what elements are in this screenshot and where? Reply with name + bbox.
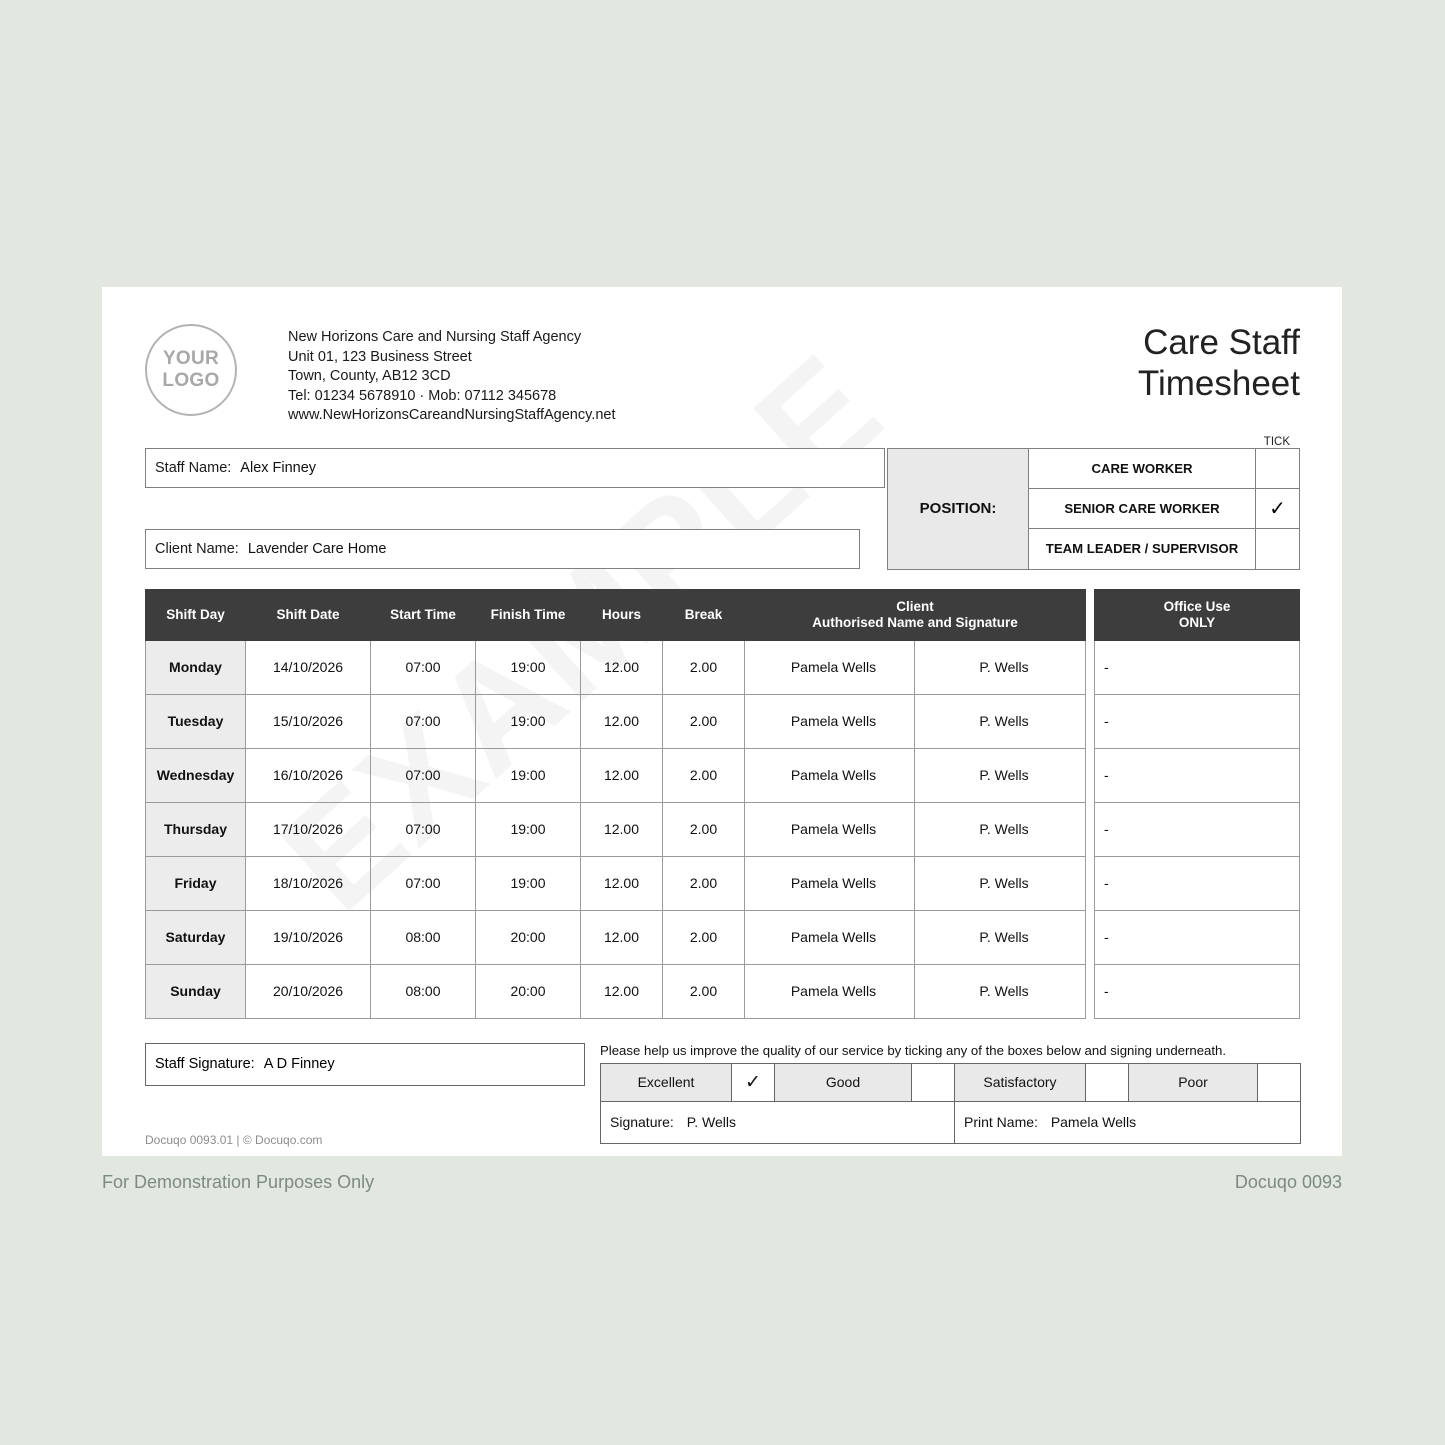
cell-day: Friday: [146, 856, 246, 910]
cell-client-name[interactable]: Pamela Wells: [745, 694, 915, 748]
document-header: [145, 318, 1300, 426]
table-row[interactable]: [146, 748, 1086, 802]
cell-hours[interactable]: 12.00: [581, 802, 663, 856]
cell-finish[interactable]: 20:00: [476, 964, 581, 1018]
cell-hours[interactable]: 12.00: [581, 856, 663, 910]
cell-hours[interactable]: 12.00: [581, 748, 663, 802]
col-office-line-1: Office Use: [1163, 598, 1231, 614]
footer-right-text: Docuqo 0093: [1234, 1172, 1342, 1192]
cell-start[interactable]: 08:00: [371, 910, 476, 964]
table-row[interactable]: [146, 640, 1086, 694]
col-break: Break: [663, 589, 745, 640]
cell-finish[interactable]: 19:00: [476, 802, 581, 856]
company-address-line-2: Town, County, AB12 3CD: [288, 368, 451, 384]
cell-break[interactable]: 2.00: [663, 748, 745, 802]
cell-client-name[interactable]: Pamela Wells: [745, 910, 915, 964]
staff-signature-label: Staff Signature:: [155, 1056, 255, 1072]
cell-break[interactable]: 2.00: [663, 910, 745, 964]
feedback-print-name-value: Pamela Wells: [1050, 1114, 1137, 1130]
cell-start[interactable]: 07:00: [371, 856, 476, 910]
company-address-line-1: Unit 01, 123 Business Street: [288, 348, 472, 365]
col-office-line-2: ONLY: [1178, 614, 1216, 630]
feedback-section: [600, 1043, 1300, 1147]
feedback-tick-excellent[interactable]: ✓: [732, 1063, 775, 1101]
cell-client-signature[interactable]: P. Wells: [915, 694, 1086, 748]
position-option-senior-care-worker[interactable]: [1029, 488, 1300, 530]
cell-client-signature[interactable]: P. Wells: [915, 910, 1086, 964]
cell-date[interactable]: 17/10/2026: [246, 802, 371, 856]
feedback-tick-poor[interactable]: [1258, 1063, 1301, 1101]
cell-break[interactable]: 2.00: [663, 964, 745, 1018]
company-details: [288, 318, 615, 426]
page-title-line-2: Timesheet: [1137, 364, 1300, 403]
position-tick-checkbox[interactable]: ✓: [1256, 488, 1300, 530]
cell-office-use[interactable]: -: [1095, 748, 1300, 802]
document-page: [102, 287, 1342, 1156]
col-start-time: Start Time: [371, 589, 476, 640]
position-label: POSITION:: [887, 448, 1029, 570]
document-reference: Docuqo 0093.01 | © Docuqo.com: [145, 1132, 323, 1147]
feedback-tick-satisfactory[interactable]: [1086, 1063, 1129, 1101]
timesheet-header-row: [146, 589, 1086, 640]
cell-office-use[interactable]: -: [1095, 910, 1300, 964]
cell-client-name[interactable]: Pamela Wells: [745, 640, 915, 694]
table-row[interactable]: [1095, 856, 1300, 910]
cell-client-name[interactable]: Pamela Wells: [745, 856, 915, 910]
cell-client-signature[interactable]: P. Wells: [915, 964, 1086, 1018]
cell-break[interactable]: 2.00: [663, 640, 745, 694]
cell-date[interactable]: 19/10/2026: [246, 910, 371, 964]
logo-line-1: YOUR: [162, 348, 220, 369]
table-row[interactable]: [1095, 640, 1300, 694]
cell-finish[interactable]: 19:00: [476, 640, 581, 694]
position-tick-checkbox[interactable]: [1256, 448, 1300, 490]
staff-name-label: Staff Name:: [155, 459, 232, 476]
cell-finish[interactable]: 19:00: [476, 748, 581, 802]
cell-hours[interactable]: 12.00: [581, 640, 663, 694]
table-row[interactable]: [146, 802, 1086, 856]
feedback-rating-table: [600, 1063, 1301, 1144]
position-option-label: CARE WORKER: [1029, 448, 1256, 490]
feedback-signature-value: P. Wells: [686, 1114, 736, 1130]
client-name-field[interactable]: [145, 529, 860, 569]
cell-day: Wednesday: [146, 748, 246, 802]
cell-client-signature[interactable]: P. Wells: [915, 640, 1086, 694]
table-row[interactable]: [1095, 802, 1300, 856]
footer-left-text: For Demonstration Purposes Only: [102, 1172, 375, 1192]
cell-break[interactable]: 2.00: [663, 694, 745, 748]
feedback-print-name-field[interactable]: [955, 1101, 1301, 1143]
cell-day: Thursday: [146, 802, 246, 856]
feedback-print-name-label: Print Name:: [964, 1114, 1038, 1130]
feedback-instruction: Please help us improve the quality of our service by ticking any of the boxes below and signing underneath.: [600, 1042, 1227, 1058]
your-logo-placeholder-icon: [145, 324, 237, 416]
col-finish-time: Finish Time: [476, 589, 581, 640]
position-block: [887, 448, 1300, 570]
staff-signature-field[interactable]: [145, 1043, 585, 1086]
feedback-option-good[interactable]: Good: [775, 1063, 912, 1101]
table-row[interactable]: [1095, 694, 1300, 748]
table-row[interactable]: [146, 910, 1086, 964]
cell-client-name[interactable]: Pamela Wells: [745, 964, 915, 1018]
feedback-option-satisfactory[interactable]: Satisfactory: [955, 1063, 1086, 1101]
feedback-options-row: [601, 1063, 1301, 1101]
cell-day: Saturday: [146, 910, 246, 964]
cell-finish[interactable]: 19:00: [476, 856, 581, 910]
staff-name-value: Alex Finney: [240, 459, 317, 476]
client-name-value: Lavender Care Home: [247, 540, 387, 557]
cell-start[interactable]: 07:00: [371, 640, 476, 694]
staff-name-field[interactable]: [145, 448, 885, 488]
timesheet-table: [145, 589, 1086, 1019]
table-row[interactable]: [146, 856, 1086, 910]
logo-line-2: LOGO: [162, 370, 220, 391]
cell-hours[interactable]: 12.00: [581, 910, 663, 964]
timesheet-section: [145, 589, 1300, 1019]
page-title-line-1: Care Staff: [1143, 323, 1300, 362]
cell-date[interactable]: 16/10/2026: [246, 748, 371, 802]
cell-date[interactable]: 14/10/2026: [246, 640, 371, 694]
cell-break[interactable]: 2.00: [663, 856, 745, 910]
cell-day: Sunday: [146, 964, 246, 1018]
document-title: [1138, 318, 1300, 404]
feedback-signature-field[interactable]: [601, 1101, 955, 1143]
cell-office-use[interactable]: -: [1095, 856, 1300, 910]
position-option-label: SENIOR CARE WORKER: [1029, 488, 1256, 530]
cell-client-signature[interactable]: P. Wells: [915, 802, 1086, 856]
col-client-line-1: Client: [896, 598, 934, 614]
cell-date[interactable]: 15/10/2026: [246, 694, 371, 748]
company-website: www.NewHorizonsCareandNursingStaffAgency.net: [288, 407, 616, 423]
cell-finish[interactable]: 19:00: [476, 694, 581, 748]
company-phones: Tel: 01234 5678910 · Mob: 07112 345678: [288, 387, 557, 404]
feedback-tick-good[interactable]: [912, 1063, 955, 1101]
cell-day: Tuesday: [146, 694, 246, 748]
position-option-label: TEAM LEADER / SUPERVISOR: [1029, 528, 1256, 570]
cell-office-use[interactable]: -: [1095, 964, 1300, 1018]
cell-date[interactable]: 18/10/2026: [246, 856, 371, 910]
col-office-use: [1095, 589, 1300, 640]
cell-client-name[interactable]: Pamela Wells: [745, 748, 915, 802]
cell-office-use[interactable]: -: [1095, 640, 1300, 694]
feedback-option-poor[interactable]: Poor: [1129, 1063, 1258, 1101]
table-row[interactable]: [146, 964, 1086, 1018]
cell-hours[interactable]: 12.00: [581, 964, 663, 1018]
cell-start[interactable]: 07:00: [371, 694, 476, 748]
table-row[interactable]: [1095, 910, 1300, 964]
position-option-team-leader-supervisor[interactable]: [1029, 528, 1300, 570]
identity-section: [145, 448, 1300, 569]
col-shift-day: Shift Day: [146, 589, 246, 640]
position-tick-checkbox[interactable]: [1256, 528, 1300, 570]
cell-client-signature[interactable]: P. Wells: [915, 856, 1086, 910]
feedback-option-excellent[interactable]: Excellent: [601, 1063, 732, 1101]
cell-date[interactable]: 20/10/2026: [246, 964, 371, 1018]
cell-office-use[interactable]: -: [1095, 802, 1300, 856]
col-shift-date: Shift Date: [246, 589, 371, 640]
cell-start[interactable]: 07:00: [371, 748, 476, 802]
cell-finish[interactable]: 20:00: [476, 910, 581, 964]
table-row[interactable]: [1095, 748, 1300, 802]
bottom-section: [145, 1043, 1300, 1147]
cell-day: Monday: [146, 640, 246, 694]
page-content: [145, 318, 1300, 1147]
staff-signature-section: [145, 1043, 585, 1147]
cell-start[interactable]: 07:00: [371, 802, 476, 856]
logo-container: [145, 318, 245, 416]
staff-signature-value: A D Finney: [263, 1056, 335, 1072]
table-row[interactable]: [146, 694, 1086, 748]
table-row[interactable]: [1095, 964, 1300, 1018]
office-use-body: [1095, 640, 1300, 1018]
col-hours: Hours: [581, 589, 663, 640]
cell-client-signature[interactable]: P. Wells: [915, 748, 1086, 802]
feedback-signature-row: [601, 1101, 1301, 1143]
feedback-signature-label: Signature:: [610, 1114, 674, 1130]
client-name-label: Client Name:: [155, 540, 239, 557]
cell-break[interactable]: 2.00: [663, 802, 745, 856]
cell-start[interactable]: 08:00: [371, 964, 476, 1018]
tick-column-label: TICK: [1263, 435, 1290, 448]
office-use-table: [1094, 589, 1300, 1019]
office-header-row: [1095, 589, 1300, 640]
cell-client-name[interactable]: Pamela Wells: [745, 802, 915, 856]
position-options: [1029, 448, 1300, 570]
timesheet-body: [146, 640, 1086, 1018]
col-client-authorised: [745, 589, 1086, 640]
cell-office-use[interactable]: -: [1095, 694, 1300, 748]
demo-footer: [102, 1172, 1342, 1193]
position-option-care-worker[interactable]: [1029, 448, 1300, 490]
company-name: New Horizons Care and Nursing Staff Agency: [288, 329, 582, 345]
cell-hours[interactable]: 12.00: [581, 694, 663, 748]
col-client-line-2: Authorised Name and Signature: [812, 614, 1018, 630]
